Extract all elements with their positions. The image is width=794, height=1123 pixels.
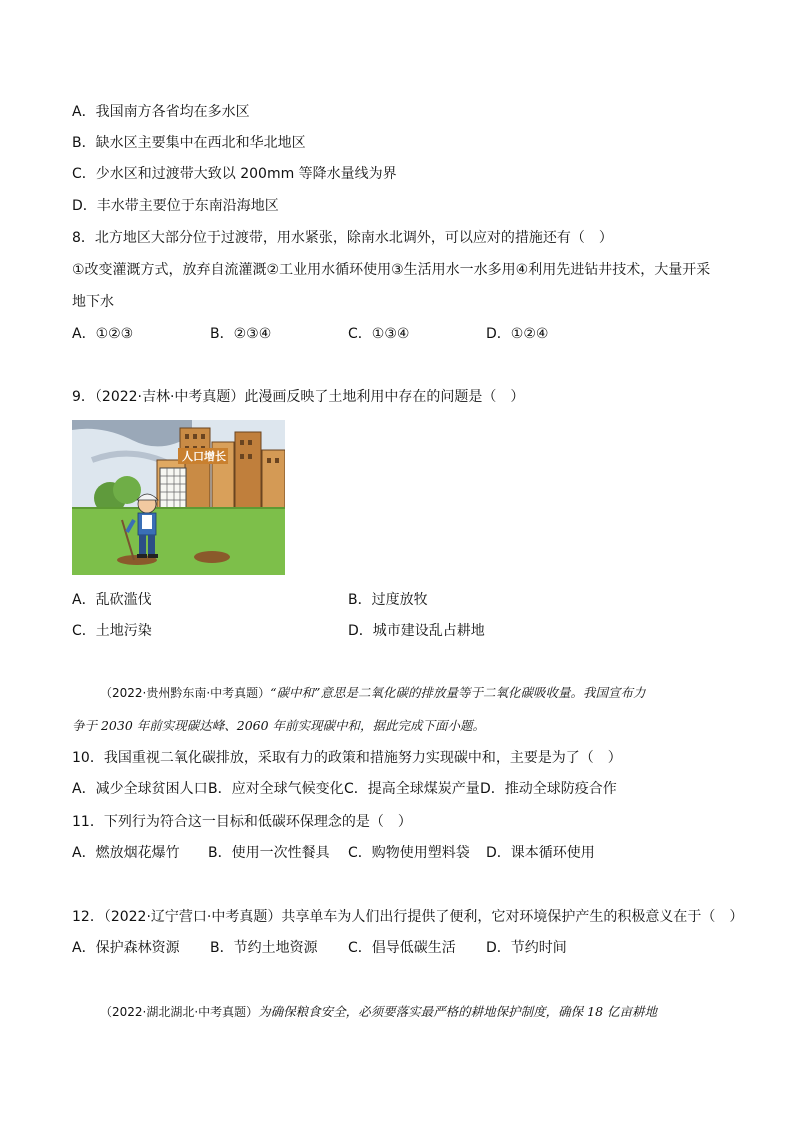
q12-option-d: D．节约时间 (486, 940, 567, 956)
passage2-line1 (100, 1002, 657, 1022)
q8-option-b: B．②③④ (210, 326, 272, 342)
q12-option-b: B．节约土地资源 (210, 940, 318, 956)
q10-option-b: B．应对全球气候变化 (208, 781, 344, 797)
q7-option-b: B．缺水区主要集中在西北和华北地区 (72, 135, 306, 151)
q11-option-c: C．购物使用塑料袋 (348, 845, 470, 861)
q9-option-b: B．过度放牧 (348, 592, 428, 608)
q10-option-a: A．减少全球贫困人口 (72, 781, 208, 797)
q8-items-line1: ①改变灌溉方式，放弃自流灌溉②工业用水循环使用③生活用水一水多用④利用先进钻井技术，大量开采 (72, 262, 711, 278)
q11-option-b: B．使用一次性餐具 (208, 845, 330, 861)
q12-option-a: A．保护森林资源 (72, 940, 180, 956)
q8-option-a: A．①②③ (72, 326, 134, 342)
q8-items-line2: 地下水 (72, 294, 114, 310)
q10-option-c: C．提高全球煤炭产量 (344, 781, 480, 797)
q7-option-a: A．我国南方各省均在多水区 (72, 104, 250, 120)
q8-stem: 8．北方地区大部分位于过渡带，用水紧张，除南水北调外，可以应对的措施还有（ ） (72, 230, 613, 246)
q10-stem: 10．我国重视二氧化碳排放，采取有力的政策和措施努力实现碳中和，主要是为了（ ） (72, 750, 622, 766)
q12-stem: 12．（2022·辽宁营口·中考真题）共享单车为人们出行提供了便利，它对环境保护产生的积极意义在于（ ） (72, 909, 744, 925)
passage1-line1 (100, 683, 645, 703)
passage2-text1: 为确保粮食安全，必须要落实最严格的耕地保护制度，确保 18 亿亩耕地 (258, 1004, 658, 1019)
q9-stem: 9．（2022·吉林·中考真题）此漫画反映了土地利用中存在的问题是（ ） (72, 389, 525, 405)
q11-option-a: A．燃放烟花爆竹 (72, 845, 180, 861)
comic-image (72, 420, 285, 575)
q8-option-c: C．①③④ (348, 326, 410, 342)
q9-option-d: D．城市建设乱占耕地 (348, 623, 485, 639)
comic-label: 人口增长 (182, 450, 226, 463)
q9-option-c: C．土地污染 (72, 623, 152, 639)
passage1-text1: “碳中和”意思是二氧化碳的排放量等于二氧化碳吸收量。我国宣布力 (270, 685, 646, 700)
q9-option-a: A．乱砍滥伐 (72, 592, 152, 608)
passage1-line2: 争于 2030 年前实现碳达峰、2060 年前实现碳中和，据此完成下面小题。 (72, 718, 486, 733)
q10-option-d: D．推动全球防疫合作 (480, 781, 617, 797)
q11-stem: 11．下列行为符合这一目标和低碳环保理念的是（ ） (72, 814, 412, 830)
passage1-source: （2022·贵州黔东南·中考真题） (100, 686, 271, 700)
passage2-source: （2022·湖北湖北·中考真题） (100, 1005, 259, 1019)
q7-option-d: D．丰水带主要位于东南沿海地区 (72, 198, 279, 214)
q12-option-c: C．倡导低碳生活 (348, 940, 456, 956)
q7-option-c: C．少水区和过渡带大致以 200mm 等降水量线为界 (72, 166, 397, 182)
q11-option-d: D．课本循环使用 (486, 845, 595, 861)
q8-option-d: D．①②④ (486, 326, 549, 342)
